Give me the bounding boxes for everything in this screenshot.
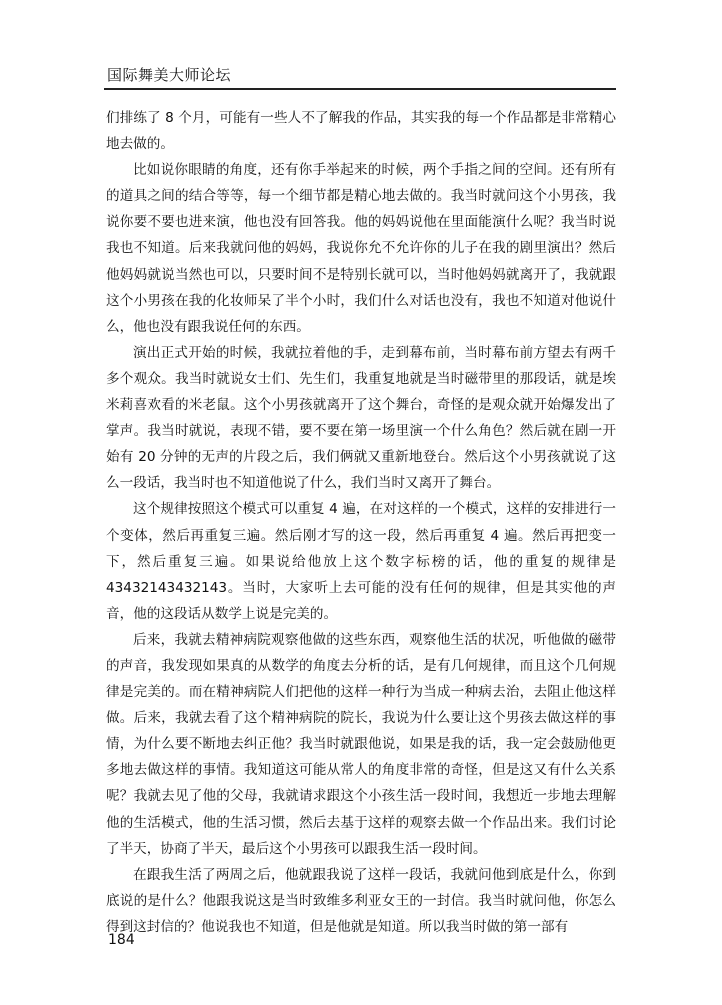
paragraph: 比如说你眼睛的角度，还有你手举起来的时候，两个手指之间的空间。还有所有的道具之间的结合等等，每一个细节都是精心地去做的。我当时就问这个小男孩，我说你要不要也进来演，他也没有回答我。他的妈妈说他在里面能演什么呢？我当时说我也不知道。后来我就问他的妈妈，我说你允不允许你的儿子在我的剧里演出？然后他妈妈就说当然也可以，只要时间不是特别长就可以，当时他妈妈就离开了，我就跟这个小男孩在我的化妆师呆了半个小时，我们什么对话也没有，我也不知道对他说什么，他也没有跟我说任何的东西。 (106, 162, 616, 335)
running-header: 国际舞美大师论坛 (107, 66, 232, 84)
paragraph: 们排练了 8 个月，可能有一些人不了解我的作品，其实我的每一个作品都是非常精心地去做的。 (106, 110, 616, 153)
paragraph: 在跟我生活了两周之后，他就跟我说了这样一段话，我就问他到底是什么，你到底说的是什么？他跟我说这是当时致维多利亚女王的一封信。我当时就问他，你怎么得到这封信的？他说我也不知道，但是他就是知道。所以我当时做的第一部有 (106, 866, 616, 935)
paragraph: 这个规律按照这个模式可以重复 4 遍，在对这样的一个模式，这样的安排进行一个变体，然后再重复三遍。然后刚才写的这一段，然后再重复 4 遍。然后再把变一下，然后重复三遍。如果说给他放上这个数字标榜的话，他的重复的规律是43432143432143。当时，大家听上去可能的没有任何的规律，但是其实他的声音，他的这段话从数学上说是完美的。 (106, 501, 616, 622)
paragraph: 演出正式开始的时候，我就拉着他的手，走到幕布前，当时幕布前方望去有两千多个观众。我当时就说女士们、先生们，我重复地就是当时磁带里的那段话，就是埃米莉喜欢看的米老鼠。这个小男孩就离开了这个舞台，奇怪的是观众就开始爆发出了掌声。我当时就说，表现不错，要不要在第一场里演一个什么角色？然后就在剧一开始有 20 分钟的无声的片段之后，我们俩就又重新地登台。然后这个小男孩就说了这么一段话，我当时也不知道他说了什么，我们当时又离开了舞台。 (106, 344, 616, 492)
header-rule (104, 88, 616, 90)
body-text (106, 105, 616, 940)
paragraph: 后来，我就去精神病院观察他做的这些东西，观察他生活的状况，听他做的磁带的声音，我发现如果真的从数学的角度去分析的话，是有几何规律，而且这个几何规律是完美的。而在精神病院人们把他的这样一种行为当成一种病去治，去阻止他这样做。后来，我就去看了这个精神病院的院长，我说为什么要让这个男孩去做这样的事情，为什么要不断地去纠正他？我当时就跟他说，如果是我的话，我一定会鼓励他更多地去做这样的事情。我知道这可能从常人的角度非常的奇怪，但是这又有什么关系呢？我就去见了他的父母，我就请求跟这个小孩生活一段时间，我想近一步地去理解他的生活模式，他的生活习惯，然后去基于这样的观察去做一个作品出来。我们讨论了半天，协商了半天，最后这个小男孩可以跟我生活一段时间。 (106, 631, 616, 857)
page-number: 184 (108, 932, 135, 948)
